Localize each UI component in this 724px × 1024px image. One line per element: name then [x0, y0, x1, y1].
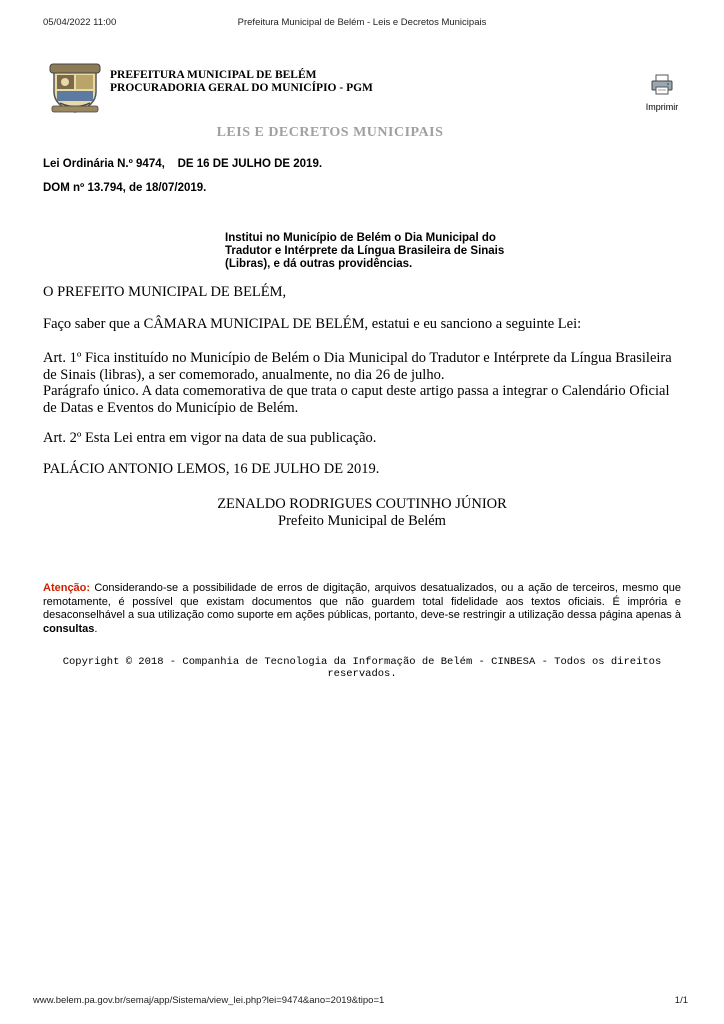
belem-coat-of-arms-icon: [48, 62, 102, 114]
print-datetime: 05/04/2022 11:00: [43, 17, 117, 28]
print-page-number: 1/1: [674, 995, 688, 1006]
article-2: Art. 2º Esta Lei entra em vigor na data de sua publicação.: [43, 430, 377, 446]
signatory-title: Prefeito Municipal de Belém: [278, 512, 446, 529]
signatory-name: ZENALDO RODRIGUES COUTINHO JÚNIOR: [217, 496, 507, 512]
org-name: PREFEITURA MUNICIPAL DE BELÉM: [110, 69, 317, 81]
disclaimer-end: .: [94, 622, 98, 635]
printer-icon: [650, 74, 674, 96]
org-department: PROCURADORIA GERAL DO MUNICÍPIO - PGM: [110, 82, 373, 94]
law-number: Lei Ordinária N.º 9474, DE 16 DE JULHO DE 2019.: [43, 158, 323, 170]
attention-label: Atenção:: [43, 582, 91, 594]
article-1-text: Art. 1º Fica instituído no Município de Belém o Dia Municipal do Tradutor e Intérprete da Língua Brasileira de Sinais (libras), a ser comemorado, anualmente, no dia 26 de julho.: [43, 350, 672, 383]
preamble: O PREFEITO MUNICIPAL DE BELÉM,: [43, 284, 287, 300]
signature-block: [0, 496, 724, 529]
print-button[interactable]: [640, 74, 684, 112]
disclaimer-emphasis: consultas: [43, 622, 95, 635]
print-url: www.belem.pa.gov.br/semaj/app/Sistema/view_lei.php?lei=9474&ano=2019&tipo=1: [33, 995, 385, 1006]
article-1: [43, 350, 683, 416]
section-title: LEIS E DECRETOS MUNICIPAIS: [216, 125, 444, 140]
palace-date: PALÁCIO ANTONIO LEMOS, 16 DE JULHO DE 2019.: [43, 461, 380, 477]
law-ementa: Institui no Município de Belém o Dia Municipal do Tradutor e Intérprete da Língua Brasileira de Sinais (Libras), e dá outras providências.: [225, 232, 505, 270]
disclaimer-notice: [43, 582, 681, 636]
official-gazette-reference: DOM nº 13.794, de 18/07/2019.: [43, 182, 207, 194]
print-button-label: Imprimir: [645, 102, 679, 112]
disclaimer-text: Considerando-se a possibilidade de erros de digitação, arquivos desatualizados, ou a ação de terceiros, mesmo que remotamente, é possível que existam documentos que não guardem total fidelidade aos textos oficiais. É imprória e desaconselhável a sua utilização como suporte em ações públicas, portanto, deve-se restringir a utilização dessa página apenas à: [43, 582, 681, 621]
copyright: Copyright © 2018 - Companhia de Tecnologia da Informação de Belém - CINBESA - Todos os direitos reservados.: [62, 656, 662, 680]
print-page-title: Prefeitura Municipal de Belém - Leis e Decretos Municipais: [237, 17, 487, 28]
sanction-statement: Faço saber que a CÂMARA MUNICIPAL DE BELÉM, estatui e eu sanciono a seguinte Lei:: [43, 316, 582, 332]
sole-paragraph: Parágrafo único. A data comemorativa de que trata o caput deste artigo passa a integrar o Calendário Oficial de Datas e Eventos do Município de Belém.: [43, 383, 670, 416]
